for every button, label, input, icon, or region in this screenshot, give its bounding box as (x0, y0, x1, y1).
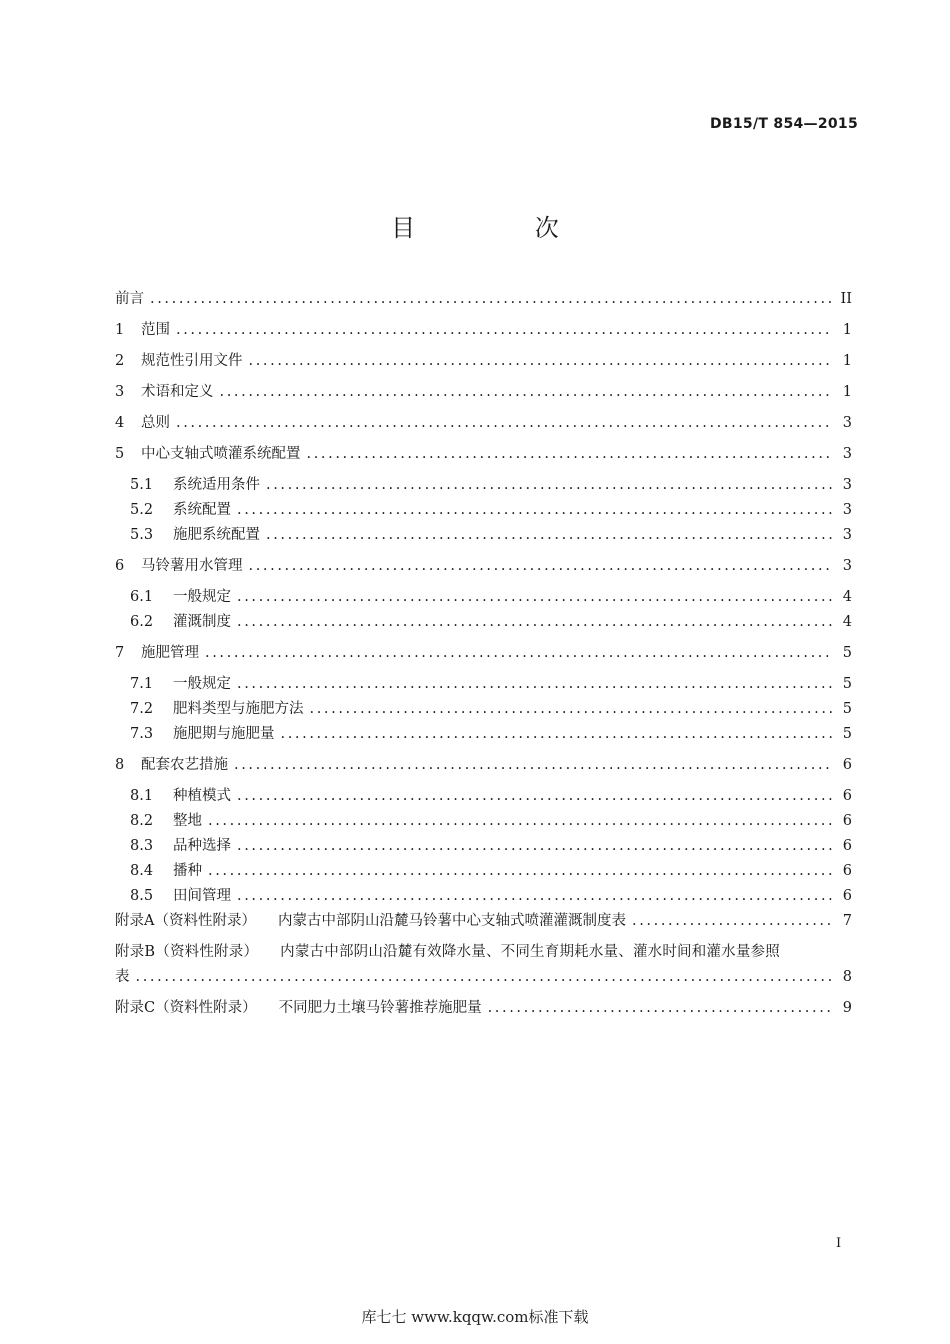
toc-number: 3 (115, 384, 125, 400)
toc-page: 5 (842, 676, 852, 692)
toc-number: 2 (115, 353, 125, 369)
toc-number: 6.1 (130, 589, 154, 605)
toc-entry[interactable] (115, 642, 852, 667)
toc-number: 5 (115, 446, 125, 462)
toc-label: 灌溉制度 (173, 614, 231, 630)
toc-label: 术语和定义 (141, 384, 214, 400)
toc-appendix-b[interactable] (115, 941, 852, 991)
toc-entry[interactable] (115, 754, 852, 779)
toc-page: 6 (842, 888, 852, 904)
toc-page: 6 (842, 838, 852, 854)
toc-number: 5.2 (130, 502, 154, 518)
toc-number: 8.5 (130, 888, 154, 904)
toc-label: 整地 (173, 813, 202, 829)
toc-entry[interactable] (115, 586, 852, 611)
appendix-label: 附录A（资料性附录） (115, 913, 256, 929)
toc-entry[interactable] (115, 698, 852, 723)
toc-page: 6 (842, 863, 852, 879)
toc-entry[interactable] (115, 524, 852, 549)
toc-number: 6.2 (130, 614, 154, 630)
toc-entry[interactable] (115, 611, 852, 636)
page-number: I (836, 1236, 842, 1251)
toc-page: 3 (842, 446, 852, 462)
toc-entry[interactable] (115, 350, 852, 375)
toc-entry[interactable] (115, 555, 852, 580)
toc-label: 配套农艺措施 (141, 757, 228, 773)
toc-page: 9 (842, 1000, 852, 1016)
toc-entry[interactable] (115, 835, 852, 860)
standard-code: DB15/T 854—2015 (710, 116, 858, 132)
toc-number: 5.1 (130, 477, 154, 493)
toc-number: 6 (115, 558, 125, 574)
toc-page: 6 (842, 788, 852, 804)
toc-page: 5 (842, 701, 852, 717)
toc-entry[interactable] (115, 288, 852, 313)
toc-entry[interactable] (115, 723, 852, 748)
toc-label: 施肥管理 (141, 645, 199, 661)
toc-page: 3 (842, 415, 852, 431)
toc-page: 4 (842, 589, 852, 605)
toc-label: 品种选择 (173, 838, 231, 854)
toc-label: 范围 (141, 322, 170, 338)
toc-entry[interactable] (115, 885, 852, 910)
appendix-label: 附录C（资料性附录） (115, 1000, 257, 1016)
toc-entry[interactable] (115, 443, 852, 468)
toc-entry[interactable] (115, 673, 852, 698)
toc-page: 6 (842, 757, 852, 773)
toc-entry[interactable] (115, 412, 852, 437)
toc-number: 8.2 (130, 813, 154, 829)
toc-label: 规范性引用文件 (141, 353, 243, 369)
toc-number: 8.4 (130, 863, 154, 879)
table-of-contents (115, 288, 852, 1022)
watermark: 库七七 www.kqqw.com标准下载 (361, 1308, 589, 1326)
toc-label: 播种 (173, 863, 202, 879)
toc-page: 1 (842, 384, 852, 400)
toc-number: 8.1 (130, 788, 154, 804)
appendix-label: 附录B（资料性附录） (115, 944, 259, 960)
toc-entry[interactable] (115, 474, 852, 499)
toc-page: 1 (842, 322, 852, 338)
toc-number: 4 (115, 415, 125, 431)
toc-label: 系统配置 (173, 502, 231, 518)
toc-label: 中心支轴式喷灌系统配置 (141, 446, 301, 462)
toc-entry[interactable] (115, 810, 852, 835)
toc-number: 7.3 (130, 726, 154, 742)
toc-number: 7.1 (130, 676, 154, 692)
toc-label: 系统适用条件 (173, 477, 260, 493)
toc-number: 5.3 (130, 527, 154, 543)
toc-appendix-a[interactable] (115, 910, 852, 935)
toc-entry[interactable] (115, 319, 852, 344)
appendix-desc-continued: 表 (115, 969, 130, 985)
toc-appendix-c[interactable] (115, 997, 852, 1022)
toc-label: 肥料类型与施肥方法 (173, 701, 304, 717)
appendix-desc: 内蒙古中部阴山沿麓马铃薯中心支轴式喷灌灌溉制度表 (277, 913, 626, 929)
toc-entry[interactable] (115, 860, 852, 885)
toc-page: 3 (842, 558, 852, 574)
toc-number: 7.2 (130, 701, 154, 717)
toc-page: 5 (842, 645, 852, 661)
toc-label: 种植模式 (173, 788, 231, 804)
toc-number: 8.3 (130, 838, 154, 854)
appendix-desc: 不同肥力土壤马铃薯推荐施肥量 (278, 1000, 482, 1016)
toc-number: 7 (115, 645, 125, 661)
toc-entry[interactable] (115, 785, 852, 810)
page-title: 目 次 (391, 214, 615, 242)
toc-page: 6 (842, 813, 852, 829)
toc-label: 施肥系统配置 (173, 527, 260, 543)
toc-page: 3 (842, 477, 852, 493)
toc-label: 马铃薯用水管理 (141, 558, 243, 574)
toc-label: 总则 (141, 415, 170, 431)
toc-label: 田间管理 (173, 888, 231, 904)
toc-label: 施肥期与施肥量 (173, 726, 275, 742)
toc-entry[interactable] (115, 381, 852, 406)
toc-page: 8 (842, 969, 852, 985)
toc-number: 8 (115, 757, 125, 773)
toc-label: 一般规定 (173, 589, 231, 605)
toc-number: 1 (115, 322, 125, 338)
toc-entry[interactable] (115, 499, 852, 524)
toc-page: 5 (842, 726, 852, 742)
toc-label: 前言 (115, 291, 144, 307)
toc-page: 7 (842, 913, 852, 929)
toc-page: 4 (842, 614, 852, 630)
toc-page: II (840, 291, 852, 307)
toc-page: 3 (842, 502, 852, 518)
appendix-desc: 内蒙古中部阴山沿麓有效降水量、不同生育期耗水量、灌水时间和灌水量参照 (280, 944, 780, 960)
toc-label: 一般规定 (173, 676, 231, 692)
toc-page: 3 (842, 527, 852, 543)
toc-page: 1 (842, 353, 852, 369)
